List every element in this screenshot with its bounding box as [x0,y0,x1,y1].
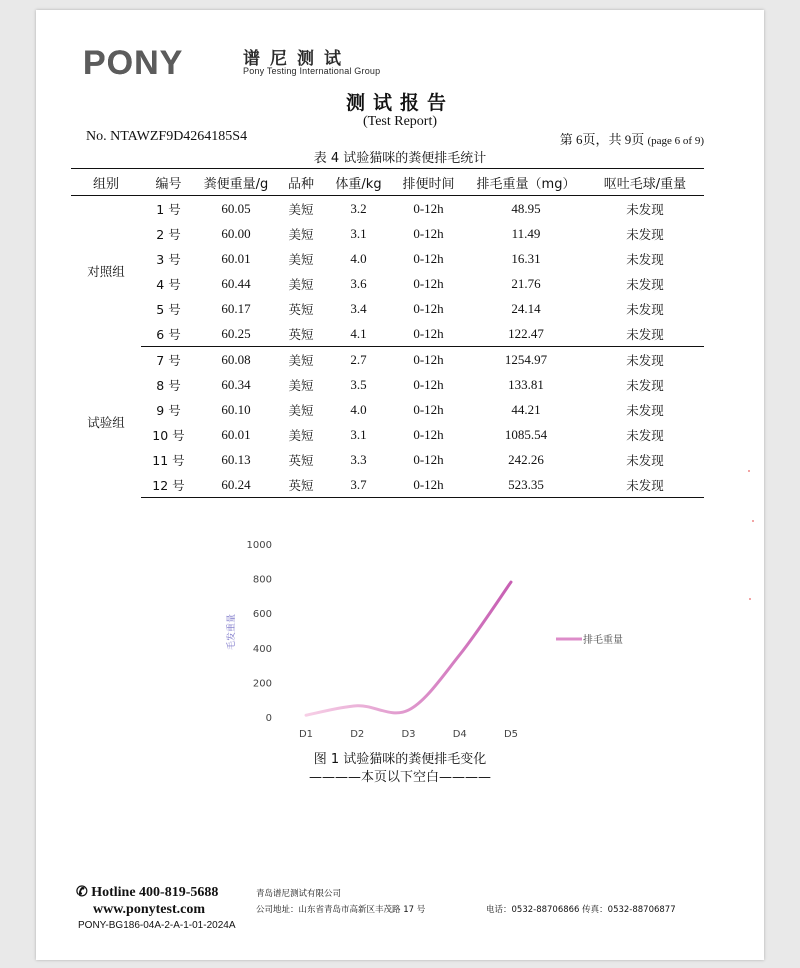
table-cell: 5 号 [156,301,181,317]
table-cell: 英短 [288,452,314,468]
table-cell: 60.24 [196,472,276,498]
table-cell: 44.21 [511,401,541,417]
table-cell: 1085.54 [504,426,548,442]
table-cell: 3.6 [350,275,367,291]
table-cell: 0-12h [413,426,444,442]
table-cell: 3.1 [350,426,367,442]
table-cell: 1 号 [156,201,181,217]
table-cell: 美短 [288,201,314,217]
table-cell: 8 号 [156,377,181,393]
table-cell: 未发现 [626,427,664,443]
group-label: 对照组 [87,264,125,280]
table-cell: 48.95 [511,200,541,216]
y-tick-label: 800 [252,574,272,586]
scan-speck [748,470,750,472]
table-row [71,347,704,373]
table-cell: 60.13 [221,451,251,467]
document-code: PONY-BG186-04A-2-A-1-01-2024A [78,920,236,931]
series-line-hair-weight [306,582,511,715]
table-row [71,271,704,296]
table-cell: 美短 [288,352,314,368]
table-cell: 3.5 [350,376,367,392]
table-cell: 0-12h [413,250,444,266]
table-cell: 未发现 [626,251,664,267]
table-cell: 6 号 [141,321,196,347]
scan-speck [749,598,751,600]
table-cell: 美短 [288,276,314,292]
y-tick-label: 0 [265,713,272,724]
y-tick-label: 400 [252,643,272,655]
table-cell: 美短 [288,377,314,393]
table-cell: 未发现 [626,276,664,292]
group-label: 试验组 [87,415,125,430]
table-cell: 3.1 [350,225,367,241]
report-subtitle: (Test Report) [362,114,438,129]
table-cell: 2.7 [350,351,367,367]
table-cell: 未发现 [626,201,664,217]
table-cell: 0-12h [413,275,444,291]
table-cell: 24.14 [511,300,541,316]
table-cell: 美短 [288,427,314,443]
company-name-en: Pony Testing International Group [243,66,381,76]
table-cell: 0-12h [413,451,444,467]
hair-weight-chart [186,520,626,740]
table-cell: 16.31 [511,250,541,266]
blank-below-note: ————本页以下空白———— [308,770,491,785]
column-header: 粪便重量/g [196,169,276,196]
table-cell: 未发现 [626,452,664,468]
table-cell: 美短 [288,251,314,267]
x-tick-label: D3 [401,729,416,740]
table-cell: 3.7 [326,472,391,498]
table-cell: 60.08 [221,351,251,367]
footer-company-name: 青岛谱尼测试有限公司 [256,889,342,899]
report-number: No. NTAWZF9D4264185S4 [86,129,248,144]
table-cell: 9 号 [156,402,181,418]
footer-contact: 电话：0532-88706866 传真：0532-88706877 [486,905,676,915]
table-cell: 60.34 [221,376,251,392]
y-axis-label: 毛发重量 [227,613,237,651]
x-tick-label: D5 [503,729,519,740]
table-cell: 122.47 [466,321,586,347]
table-cell: 0-12h [413,376,444,392]
page-indicator-en: (page 6 of 9) [647,135,704,147]
table-header-row [71,169,704,196]
y-tick-label: 600 [252,609,272,621]
table-row [71,221,704,246]
table-cell: 242.26 [508,451,544,467]
table-cell: 0-12h [413,200,444,216]
table-cell: 3.4 [350,300,367,316]
company-name-cn: 谱尼测试 [243,49,351,69]
table-cell: 3.3 [350,451,367,467]
column-header: 品种 [276,169,326,196]
table-cell: 11.49 [511,225,541,241]
table-cell: 1254.97 [504,351,548,367]
table-cell: 60.05 [221,200,251,216]
report-title: 测试报告 [345,92,454,114]
y-tick-label: 200 [252,678,272,690]
table-cell: 523.35 [466,472,586,498]
table-cell: 美短 [288,226,314,242]
table-cell: 未发现 [626,226,664,242]
table-row [71,447,704,472]
scan-speck [752,520,754,522]
table-cell: 英短 [288,301,314,317]
table-cell: 4.0 [350,401,367,417]
table-cell: 0-12h [413,401,444,417]
table-cell: 0-12h [413,300,444,316]
pony-logo: PONY [83,44,184,82]
x-tick-label: D2 [350,729,365,740]
table-cell: 133.81 [508,376,544,392]
table-row [71,246,704,271]
table-cell: 未发现 [626,377,664,393]
table-cell: 英短 [276,472,326,498]
table-cell: 60.44 [221,275,251,291]
table-row [71,296,704,321]
column-header: 组别 [71,169,141,196]
legend-label: 排毛重量 [583,635,623,646]
stool-hair-table [71,168,704,498]
column-header: 排毛重量（mg） [466,169,586,196]
table-cell: 60.00 [221,225,251,241]
table-cell: 未发现 [626,301,664,317]
table-cell: 3.2 [350,200,367,216]
column-header: 体重/kg [326,169,391,196]
report-page [36,10,764,960]
table-cell: 0-12h [413,351,444,367]
column-header: 编号 [141,169,196,196]
table-cell: 0-12h [391,472,466,498]
footer-address: 公司地址：山东省青岛市高新区丰茂路 17 号 [256,905,426,915]
table-cell: 0-12h [391,321,466,347]
table-cell: 60.17 [221,300,251,316]
table-row [71,321,704,347]
website: www.ponytest.com [93,902,205,917]
table-cell: 11 号 [152,452,185,468]
table-cell: 2 号 [156,226,181,242]
table-cell: 未发现 [586,472,704,498]
table-cell: 12 号 [141,472,196,498]
table-cell: 60.01 [221,250,251,266]
table-cell: 英短 [276,321,326,347]
figure-caption: 图 1 试验猫咪的粪便排毛变化 [313,752,487,767]
table-cell: 10 号 [152,427,185,443]
table-row [71,372,704,397]
table-cell: 未发现 [626,402,664,418]
x-tick-label: D1 [298,729,314,740]
hotline: ✆ Hotline 400-819-5688 [76,885,219,900]
table-cell: 60.10 [221,401,251,417]
table-caption: 表 4 试验猫咪的粪便排毛统计 [313,151,487,166]
table-cell: 美短 [288,402,314,418]
table-cell: 0-12h [413,225,444,241]
table-row [71,397,704,422]
table-cell: 7 号 [156,352,181,368]
table-cell: 4 号 [156,276,181,292]
column-header: 排便时间 [391,169,466,196]
table-cell: 未发现 [626,352,664,368]
x-tick-label: D4 [452,729,467,740]
table-row [71,472,704,498]
table-cell: 21.76 [511,275,541,291]
table-cell: 4.1 [326,321,391,347]
table-row [71,422,704,447]
table-cell: 未发现 [586,321,704,347]
table-cell: 3 号 [156,251,181,267]
y-tick-label: 1000 [246,540,272,551]
table-cell: 60.25 [196,321,276,347]
column-header: 呕吐毛球/重量 [586,169,704,196]
page-indicator [560,129,704,148]
page-indicator-cn: 第 6页，共 9页 [559,132,645,147]
table-cell: 60.01 [221,426,251,442]
table-cell: 4.0 [350,250,367,266]
table-row [71,196,704,222]
